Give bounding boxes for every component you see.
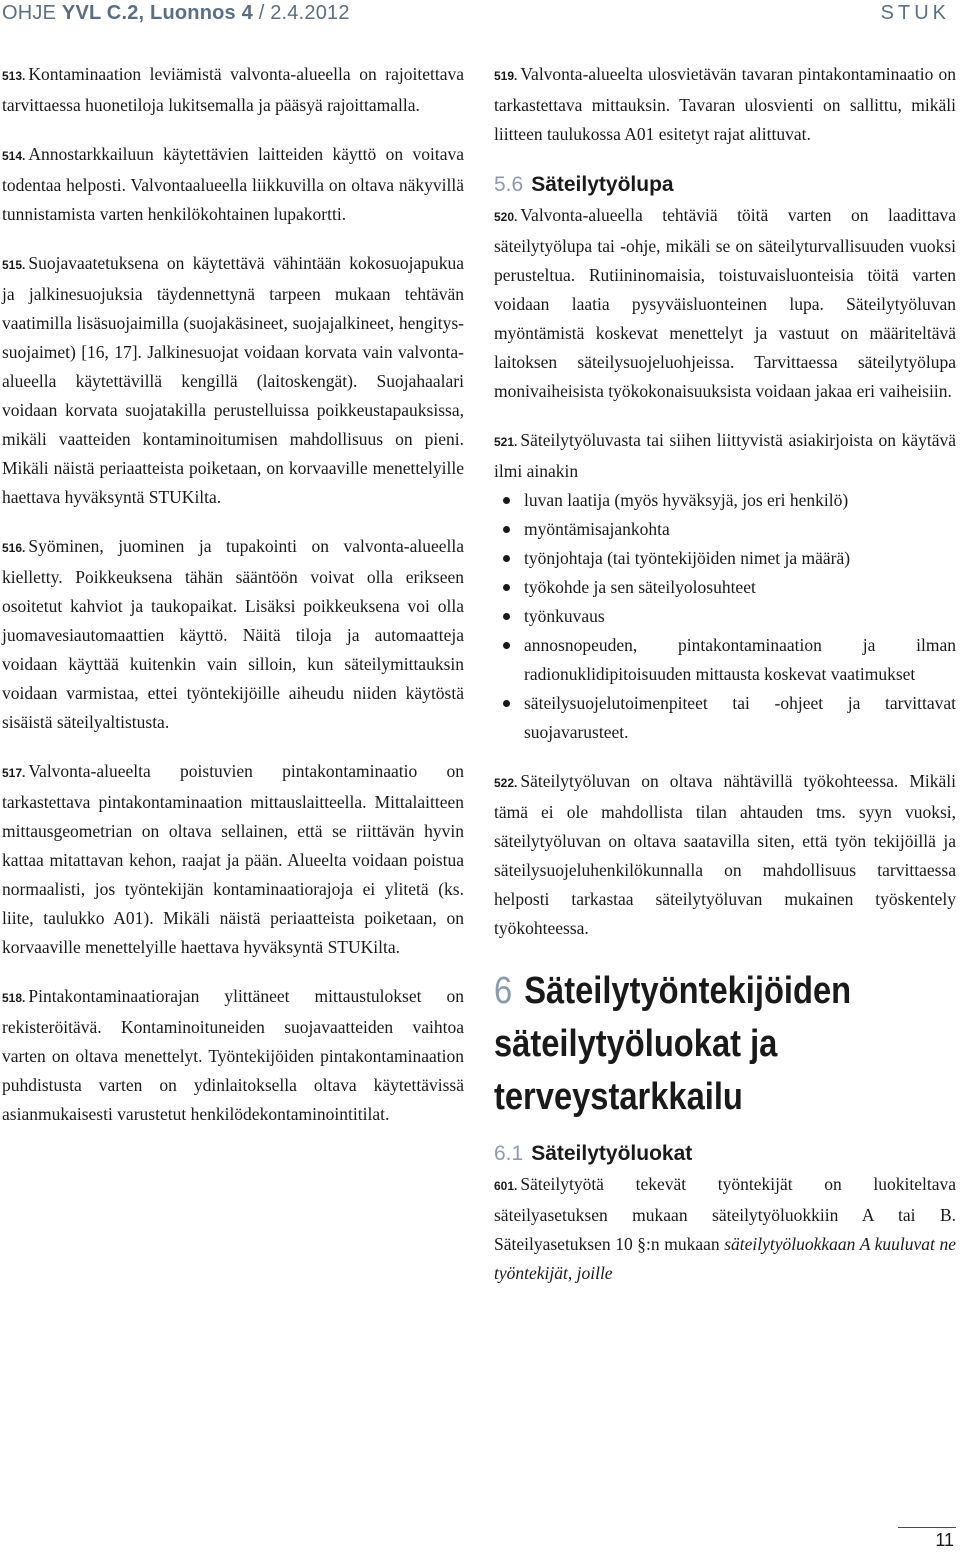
- paragraph-601: [494, 1170, 956, 1288]
- paragraph-520: [494, 201, 956, 406]
- section-title: Säteilytyöluokat: [531, 1142, 693, 1165]
- publisher-name: STUK: [880, 2, 950, 24]
- list-item: työnkuvaus: [494, 602, 956, 631]
- paragraph-text: Pintakontaminaatiorajan ylittäneet mittaustulokset on rekisteröitävä. Kontaminoituneiden suojavaatteiden vaihtoa varten on oltava menettelyt. Työntekijöiden pintakontaminaation puhdistusta varten on ydinlaitoksella oltava käytettävissä asianmukaisesti varustetut henkilödekontaminointitilat.: [2, 986, 464, 1124]
- paragraph-text: Säteilytyötä tekevät työntekijät on luokiteltava säteilyasetuksen mukaan säteilytyöluokkiin A tai B. Säteilyasetuksen 10 §:n mukaan: [494, 1174, 956, 1254]
- paragraph-number: 514.: [2, 149, 26, 163]
- paragraph-518: [2, 982, 464, 1129]
- bullet-icon: [503, 497, 510, 504]
- page-header: [0, 0, 960, 32]
- paragraph-italic-text: säteilytyöluokkaan A kuuluvat ne työntekijät, joille: [494, 1234, 956, 1283]
- chapter-heading-6: [494, 965, 950, 1124]
- section-number: 5.6: [494, 173, 524, 196]
- paragraph-text: Valvonta-alueelta ulosvietävän tavaran pintakontaminaatio on tarkastettava mittauksin. Tavaran ulosvienti on sallittu, mikäli liitteen taulukossa A01 esitetyt rajat alittuvat.: [494, 64, 956, 144]
- paragraph-number: 601.: [494, 1179, 518, 1193]
- paragraph-number: 518.: [2, 991, 26, 1005]
- bullet-icon: [503, 584, 510, 591]
- right-column: [494, 60, 956, 1288]
- paragraph-text: Kontaminaation leviämistä valvonta-alueella on rajoitettava tarvittaessa huonetiloja lukitsemalla ja pääsyä rajoittamalla.: [2, 64, 464, 115]
- bullet-icon: [503, 555, 510, 562]
- paragraph-text: Syöminen, juominen ja tupakointi on valvonta-alueella kielletty. Poikkeuksena tähän sääntöön voivat olla erikseen osoitetut kahviot ja taukopaikat. Lisäksi poikkeuksena voi olla juomavesiautomaattien käyttö. Näitä tiloja ja automaatteja voidaan käyttää kuitenkin vain silloin, kun säteilymittauksin voidaan varmistaa, ettei työntekijöille aiheudu niiden käytöstä sisäistä säteilyaltistusta.: [2, 536, 464, 732]
- paragraph-text: Suojavaatetuksena on käytettävä vähintään kokosuojapukua ja jalkinesuojuksia täydennettynä tarpeen mukaan tehtävän vaatimilla lisäsuojaimilla (suojakäsineet, suojajalkineet, hengityssuojaimet) [16, 17]. Jalkinesuojat voidaan korvata vain valvonta-alueella käytettävillä kengillä (laitoskengät). Suojahaalari voidaan korvata suojatakilla perustelluissa poikkeustapauksissa, mikäli vaatteiden kontaminoitumisen mahdollisuus on pieni. Mikäli näistä periaatteista poiketaan, on korvaaville menettelyille haettava hyväksyntä STUKilta.: [2, 253, 464, 507]
- paragraph-number: 516.: [2, 541, 26, 555]
- section-title: Säteilytyölupa: [531, 173, 674, 196]
- footer-rule: [898, 1527, 956, 1528]
- doc-code: YVL C.2, Luonnos 4: [61, 2, 253, 24]
- paragraph-515: [2, 249, 464, 512]
- chapter-title: Säteilytyöntekijöiden säteilytyöluokat ja terveystarkkailu: [494, 970, 852, 1118]
- bullet-icon: [503, 613, 510, 620]
- paragraph-513: [2, 60, 464, 120]
- bullet-icon: [503, 526, 510, 533]
- paragraph-522: [494, 767, 956, 943]
- paragraph-number: 520.: [494, 210, 518, 224]
- paragraph-text: Valvonta-alueella tehtäviä töitä varten on laadittava säteilytyölupa tai -ohje, mikäli se on säteilyturvallisuuden vuoksi perusteltua. Rutiininomaisia, toistuvaisluonteisia töitä varten voidaan laatia pysyväisluonteinen lupa. Säteilytyöluvan myöntämistä koskevat menettelyt ja vastuut on määriteltävä laitoksen säteilysuojeluohjeissa. Tarvittaessa säteilytyölupa monivaiheisista työkokonaisuuksista voidaan jakaa eri vaiheisiin.: [494, 205, 956, 401]
- left-column: [2, 60, 464, 1129]
- list-item: myöntämisajankohta: [494, 515, 956, 544]
- paragraph-number: 513.: [2, 69, 26, 83]
- list-item: annosnopeuden, pintakontaminaation ja ilman radionuklidipitoisuuden mittausta koskevat vaatimukset: [494, 631, 956, 689]
- paragraph-517: [2, 757, 464, 962]
- paragraph-text: Valvonta-alueelta poistuvien pintakontaminaatio on tarkastettava pintakontaminaation mittauslaitteella. Mittalaitteen mittausgeometrian on oltava sellainen, että se riittävän hyvin kattaa mitattavan kehon, raajat ja pään. Alueelta voidaan poistua normaalisti, jos työntekijän kontaminaatiorajoja ei ylitetä (ks. liite, taulukko A01). Mikäli näistä periaatteista poiketaan, on korvaaville menettelyille haettava hyväksyntä STUKilta.: [2, 761, 464, 957]
- bullet-icon: [503, 642, 510, 649]
- chapter-number: 6: [494, 970, 513, 1012]
- paragraph-number: 517.: [2, 766, 26, 780]
- doc-prefix: OHJE: [2, 2, 57, 24]
- list-item: säteilysuojelutoimenpiteet tai -ohjeet ja tarvittavat suojavarusteet.: [494, 689, 956, 747]
- requirement-list: [494, 486, 956, 747]
- list-item: työnjohtaja (tai työntekijöiden nimet ja määrä): [494, 544, 956, 573]
- document-reference: [2, 2, 350, 25]
- paragraph-number: 521.: [494, 435, 518, 449]
- paragraph-521: [494, 426, 956, 486]
- list-item: työkohde ja sen säteilyolosuhteet: [494, 573, 956, 602]
- paragraph-number: 522.: [494, 776, 518, 790]
- section-number: 6.1: [494, 1142, 524, 1165]
- paragraph-text: Annostarkkailuun käytettävien laitteiden käyttö on voitava todentaa helposti. Valvontaalueella liikkuvilla on oltava näkyvillä tunnistamista varten henkilökohtainen lupakortti.: [2, 144, 464, 224]
- paragraph-519: [494, 60, 956, 149]
- paragraph-514: [2, 140, 464, 229]
- list-item: luvan laatija (myös hyväksyjä, jos eri henkilö): [494, 486, 956, 515]
- paragraph-number: 519.: [494, 69, 518, 83]
- paragraph-516: [2, 532, 464, 737]
- section-heading-6-1: [494, 1138, 956, 1170]
- paragraph-text: Säteilytyöluvasta tai siihen liittyvistä asiakirjoista on käytävä ilmi ainakin: [494, 430, 956, 481]
- bullet-icon: [503, 700, 510, 707]
- page-number: 11: [935, 1530, 954, 1550]
- paragraph-text: Säteilytyöluvan on oltava nähtävillä työkohteessa. Mikäli tämä ei ole mahdollista tilan ahtauden tms. syyn vuoksi, säteilytyöluvan on oltava saatavilla siten, että työn tekijöillä ja säteilysuojeluhenkilökunnalla on mahdollisuus tarvittaessa helposti tarkastaa säteilytyöluvan mukainen työskentely työkohteessa.: [494, 771, 956, 938]
- paragraph-number: 515.: [2, 258, 26, 272]
- section-heading-5-6: [494, 169, 956, 201]
- doc-date: / 2.4.2012: [252, 2, 350, 24]
